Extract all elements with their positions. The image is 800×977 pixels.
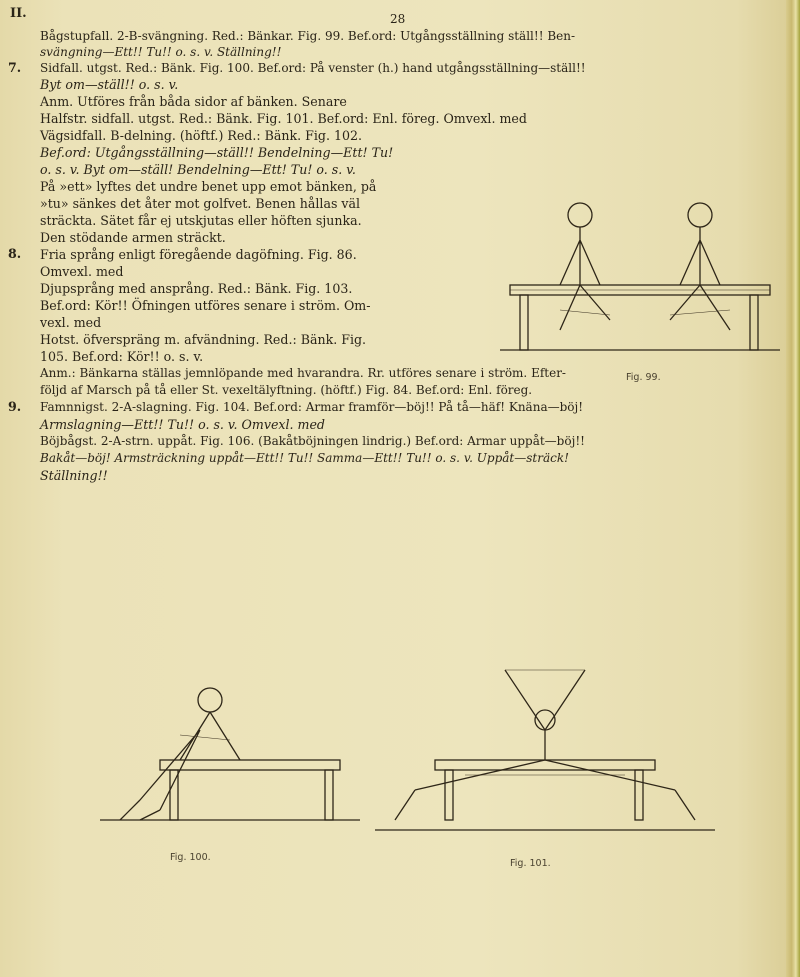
figure-100-illustration [100,660,360,840]
text-line-24: Armslagning—Ett!! Tu!! o. s. v. Omvexl. med [40,417,325,432]
text-line-26: Bakåt—böj! Armsträckning uppåt—Ett!! Tu!! Samma—Ett!! Tu!! o. s. v. Uppåt—sträck! [40,451,569,465]
text-line-1: Bågstupfall. 2-B-svängning. Red.: Bänkar. Fig. 99. Bef.ord: Utgångsställning ställ!! Ben- [40,29,576,43]
text-line-17: Bef.ord: Kör!! Öfningen utföres senare i ström. Om- [40,298,371,313]
text-line-6: Halfstr. sidfall. utgst. Red.: Bänk. Fig. 101. Bef.ord: Enl. föreg. Omvexl. med [40,111,527,126]
text-line-7: Vägsidfall. B-delning. (höftf.) Red.: Bänk. Fig. 102. [40,128,362,143]
item-number-8: 8. [8,246,22,261]
figure-99-illustration [500,190,780,370]
item-number-7: 7. [8,60,22,75]
text-line-15: Omvexl. med [40,264,124,279]
text-line-13: Den stödande armen sträckt. [40,230,226,245]
text-line-23: Famnnigst. 2-A-slagning. Fig. 104. Bef.ord: Armar framför—böj!! På tå—häf! Knäna—böj! [40,400,584,414]
text-line-18: vexl. med [40,315,102,330]
text-line-27: Ställning!! [40,468,108,483]
text-line-12: sträckta. Sätet får ej utskjutas eller höften sjunka. [40,213,362,228]
figure-101-illustration [375,650,715,850]
caption-fig-101: Fig. 101. [510,858,551,869]
caption-fig-99: Fig. 99. [626,372,661,383]
text-line-9: o. s. v. Byt om—ställ! Bendelning—Ett! Tu! o. s. v. [40,162,356,177]
text-line-8: Bef.ord: Utgångsställning—ställ!! Bendelning—Ett! Tu! [40,145,394,160]
text-line-22: följd af Marsch på tå eller St. vexeltälyftning. (höftf.) Fig. 84. Bef.ord: Enl. föreg. [40,383,533,397]
page-number: 28 [390,12,406,26]
text-line-19: Hotst. öfverspräng m. afvändning. Red.: Bänk. Fig. [40,332,367,347]
text-line-5: Anm. Utföres från båda sidor af bänken. Senare [40,94,347,109]
text-line-10: På »ett» lyftes det undre benet upp emot bänken, på [40,179,377,194]
section-marker: II. [10,6,27,21]
text-line-11: »tu» sänkes det åter mot golfvet. Benen hållas väl [40,196,361,211]
caption-fig-100: Fig. 100. [170,852,211,863]
text-line-20: 105. Bef.ord: Kör!! o. s. v. [40,349,204,364]
page-edge [786,0,800,977]
text-line-2: svängning—Ett!! Tu!! o. s. v. Ställning!! [40,45,282,59]
text-line-14: Fria språng enligt föregående dagöfning. Fig. 86. [40,247,357,262]
text-line-25: Böjbågst. 2-A-strn. uppåt. Fig. 106. (Bakåtböjningen lindrig.) Bef.ord: Armar uppåt—böj!! [40,434,585,448]
item-number-9: 9. [8,399,22,414]
text-line-3: Sidfall. utgst. Red.: Bänk. Fig. 100. Bef.ord: På venster (h.) hand utgångsställning—ställ!! [40,61,586,75]
text-line-16: Djupsprång med ansprång. Red.: Bänk. Fig. 103. [40,281,353,296]
text-line-4: Byt om—ställ!! o. s. v. [40,77,179,92]
text-line-21: Anm.: Bänkarna ställas jemnlöpande med hvarandra. Rr. utföres senare i ström. Efter- [40,366,566,380]
